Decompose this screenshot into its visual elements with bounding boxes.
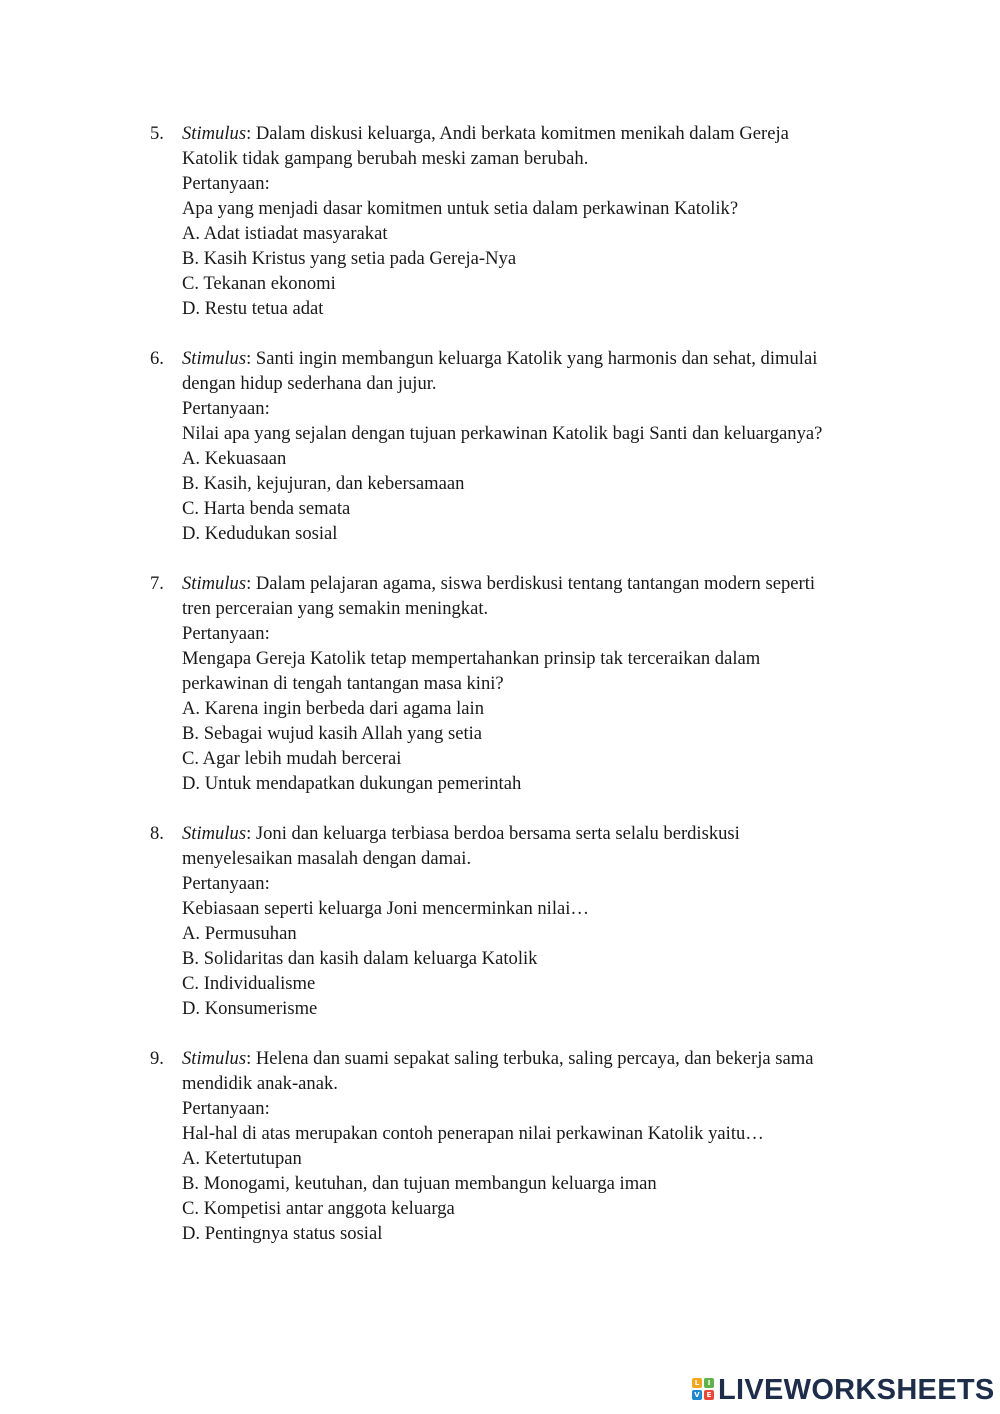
logo-text: LIVEWORKSHEETS [718, 1373, 995, 1406]
option-b: B. Solidaritas dan kasih dalam keluarga Katolik [182, 948, 538, 969]
liveworksheets-logo-icon [692, 1378, 714, 1402]
option-d: D. Pentingnya status sosial [182, 1223, 383, 1244]
stimulus-label: Stimulus [182, 123, 247, 144]
question-text: Mengapa Gereja Katolik tetap mempertahankan prinsip tak terceraikan dalam [182, 648, 761, 669]
stimulus-text-cont: mendidik anak-anak. [182, 1073, 338, 1094]
logo-square-v: V [692, 1390, 702, 1400]
option-c: C. Tekanan ekonomi [182, 273, 336, 294]
option-a: A. Kekuasaan [182, 448, 287, 469]
question-number: 5. [150, 123, 164, 144]
option-a: A. Adat istiadat masyarakat [182, 223, 388, 244]
option-d: D. Kedudukan sosial [182, 523, 338, 544]
question-9 [150, 1046, 890, 1246]
stimulus-text-cont: tren perceraian yang semakin meningkat. [182, 598, 489, 619]
logo-square-e: E [704, 1390, 714, 1400]
option-b: B. Monogami, keutuhan, dan tujuan membangun keluarga iman [182, 1173, 657, 1194]
stimulus-text: : Santi ingin membangun keluarga Katolik yang harmonis dan sehat, dimulai [246, 348, 818, 369]
question-text: Hal-hal di atas merupakan contoh penerapan nilai perkawinan Katolik yaitu… [182, 1123, 764, 1144]
question-number: 8. [150, 823, 164, 844]
stimulus-label: Stimulus [182, 573, 247, 594]
option-b: B. Sebagai wujud kasih Allah yang setia [182, 723, 483, 744]
option-a: A. Karena ingin berbeda dari agama lain [182, 698, 485, 719]
question-label: Pertanyaan: [182, 1098, 270, 1119]
option-c: C. Kompetisi antar anggota keluarga [182, 1198, 455, 1219]
option-d: D. Untuk mendapatkan dukungan pemerintah [182, 773, 522, 794]
option-d: D. Restu tetua adat [182, 298, 324, 319]
stimulus-line [182, 571, 890, 596]
logo-square-i: I [704, 1378, 714, 1388]
question-label: Pertanyaan: [182, 873, 270, 894]
option-a: A. Permusuhan [182, 923, 297, 944]
stimulus-text: : Helena dan suami sepakat saling terbuka, saling percaya, dan bekerja sama [246, 1048, 814, 1069]
stimulus-text: : Joni dan keluarga terbiasa berdoa bersama serta selalu berdiskusi [246, 823, 740, 844]
question-text: Nilai apa yang sejalan dengan tujuan perkawinan Katolik bagi Santi dan keluarganya? [182, 423, 823, 444]
stimulus-line [182, 121, 890, 146]
option-d: D. Konsumerisme [182, 998, 318, 1019]
stimulus-text: : Dalam diskusi keluarga, Andi berkata komitmen menikah dalam Gereja [246, 123, 789, 144]
option-c: C. Individualisme [182, 973, 316, 994]
liveworksheets-logo[interactable] [692, 1374, 995, 1406]
stimulus-label: Stimulus [182, 1048, 247, 1069]
question-label: Pertanyaan: [182, 173, 270, 194]
option-b: B. Kasih Kristus yang setia pada Gereja-Nya [182, 248, 517, 269]
question-text: Kebiasaan seperti keluarga Joni mencerminkan nilai… [182, 898, 590, 919]
question-number: 9. [150, 1048, 164, 1069]
question-8 [150, 821, 890, 1021]
option-a: A. Ketertutupan [182, 1148, 302, 1169]
stimulus-text-cont: menyelesaikan masalah dengan damai. [182, 848, 472, 869]
question-number: 6. [150, 348, 164, 369]
stimulus-line [182, 346, 890, 371]
stimulus-label: Stimulus [182, 823, 247, 844]
stimulus-line [182, 1046, 890, 1071]
stimulus-text-cont: Katolik tidak gampang berubah meski zaman berubah. [182, 148, 589, 169]
option-c: C. Harta benda semata [182, 498, 351, 519]
question-text-cont: perkawinan di tengah tantangan masa kini? [182, 673, 504, 694]
stimulus-text-cont: dengan hidup sederhana dan jujur. [182, 373, 437, 394]
stimulus-text: : Dalam pelajaran agama, siswa berdiskusi tentang tantangan modern seperti [246, 573, 816, 594]
question-7 [150, 571, 890, 796]
option-c: C. Agar lebih mudah bercerai [182, 748, 402, 769]
stimulus-line [182, 821, 890, 846]
question-label: Pertanyaan: [182, 623, 270, 644]
question-6 [150, 346, 890, 546]
question-label: Pertanyaan: [182, 398, 270, 419]
logo-square-l: L [692, 1378, 702, 1388]
question-text: Apa yang menjadi dasar komitmen untuk setia dalam perkawinan Katolik? [182, 198, 739, 219]
question-5 [150, 121, 890, 321]
stimulus-label: Stimulus [182, 348, 247, 369]
option-b: B. Kasih, kejujuran, dan kebersamaan [182, 473, 465, 494]
question-number: 7. [150, 573, 164, 594]
